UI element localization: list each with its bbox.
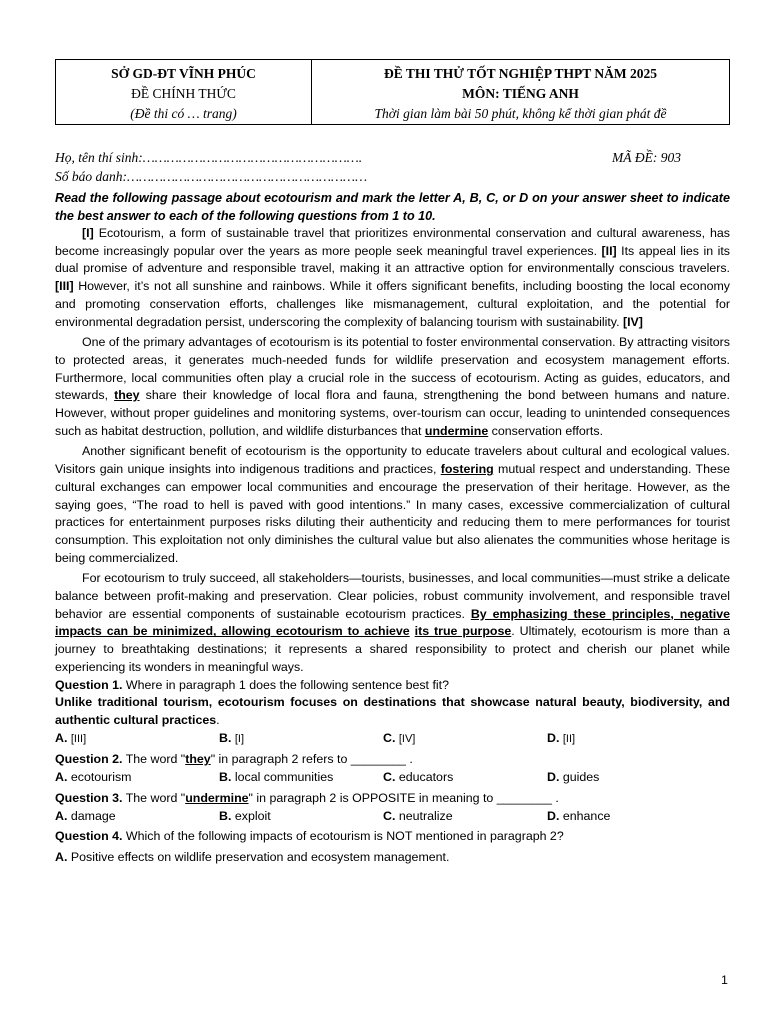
passage-paragraph-1 xyxy=(55,225,730,331)
paragraph-text: . Ultimately, ecotourism is more than a journey to breathtaking destinations; it represents a shared responsibility to protect and cherish our planet while experiencing its wonders in meaningful ways. xyxy=(55,624,730,674)
option-d[interactable] xyxy=(547,769,711,787)
question-2-options xyxy=(55,769,730,787)
paragraph-text: conservation efforts. xyxy=(488,423,604,438)
question-1-sentence xyxy=(55,694,730,729)
official-status: ĐỀ CHÍNH THỨC xyxy=(131,86,236,101)
option-letter: A. xyxy=(55,849,68,864)
option-letter: B. xyxy=(219,770,232,785)
option-text: neutralize xyxy=(398,808,453,823)
position-marker-4: [IV] xyxy=(622,314,643,329)
paragraph-text: Its appeal lies in its dual promise of adventure and responsible travel, making it an attractive option for environmentally conscious travelers. xyxy=(55,243,730,276)
option-d[interactable] xyxy=(547,808,711,826)
option-a[interactable] xyxy=(55,769,219,787)
underlined-sentence: By emphasizing these principles, negative impacts can be minimized, allowing ecotourism to achieve xyxy=(55,606,730,639)
option-letter: D. xyxy=(547,808,560,823)
question-word: they xyxy=(185,752,211,767)
option-text: Positive effects on wildlife preservation and ecosystem management. xyxy=(70,849,450,864)
exam-subject: MÔN: TIẾNG ANH xyxy=(462,86,579,101)
question-4 xyxy=(55,828,730,846)
paragraph-text: One of the primary advantages of ecotourism is its potential to foster environmental conservation. By attracting visitors to protected areas, it generates much-needed funds for wildlife preservation and ecosystem management efforts. Furthermore, local communities often play a crucial role in the success of ecotourism. Acting as guides, educators, and stewards, xyxy=(55,335,730,403)
option-letter: C. xyxy=(383,808,396,823)
option-letter: B. xyxy=(219,730,232,745)
option-text: damage xyxy=(70,808,116,823)
candidate-id-line: Số báo danh:…………………………………………………… xyxy=(55,169,368,184)
question-2 xyxy=(55,751,730,769)
page-number: 1 xyxy=(721,973,728,987)
question-text: The word " xyxy=(122,752,186,767)
header-left-cell xyxy=(56,60,312,124)
department-name: SỞ GD-ĐT VĨNH PHÚC xyxy=(111,66,256,81)
question-1-options xyxy=(55,730,730,749)
question-text: " in paragraph 2 refers to ________ . xyxy=(210,752,413,767)
option-a[interactable] xyxy=(55,730,219,749)
option-letter: D. xyxy=(547,730,560,745)
option-letter: B. xyxy=(219,808,232,823)
paragraph-text: However, it’s not all sunshine and rainbows. While it offers significant benefits, including boosting the local economy and promoting conservation efforts, challenges like mismanagement, cultural exploitation, and the potential for environmental degradation persist, underscoring the complexity of balancing tourism with sustainability. xyxy=(55,279,730,329)
position-marker-1: [I] xyxy=(82,226,94,240)
exam-title: ĐỀ THI THỬ TỐT NGHIỆP THPT NĂM 2025 xyxy=(384,66,657,81)
header-right-cell xyxy=(312,60,729,124)
option-text: enhance xyxy=(562,808,611,823)
option-letter: A. xyxy=(55,730,68,745)
exam-duration: Thời gian làm bài 50 phút, không kể thời gian phát đề xyxy=(374,106,667,121)
option-letter: A. xyxy=(55,770,68,785)
sentence-end: . xyxy=(216,712,220,727)
question-label: Question 4. xyxy=(55,829,123,844)
option-letter: C. xyxy=(383,730,396,745)
option-text: ecotourism xyxy=(70,770,132,785)
insertion-sentence: Unlike traditional tourism, ecotourism focuses on destinations that showcase natural beauty, biodiversity, and authentic cultural practices xyxy=(55,695,730,727)
option-text: [I] xyxy=(234,732,245,745)
passage-paragraph-4 xyxy=(55,570,730,676)
question-text: " in paragraph 2 is OPPOSITE in meaning to ________ . xyxy=(248,790,559,805)
option-text: local communities xyxy=(234,770,334,785)
option-c[interactable] xyxy=(383,769,547,787)
question-text: Where in paragraph 1 does the following sentence best fit? xyxy=(122,677,449,692)
paragraph-text: share their knowledge of local flora and fauna, strengthening the bond between humans and nature. However, without proper guidelines and monitoring systems, over-tourism can occur, leading to unintended consequences such as habitat destruction, pollution, and wildlife disturbances that xyxy=(55,388,730,438)
paragraph-text: For ecotourism to truly succeed, all stakeholders—tourists, businesses, and local communities—must strike a delicate balance between profit-making and preservation. Clear policies, robust community involvement, and responsible travel behavior are essential components of sustainable ecotourism practices. xyxy=(55,571,730,621)
option-text: guides xyxy=(562,770,600,785)
passage-paragraph-2 xyxy=(55,334,730,440)
exam-body xyxy=(55,189,730,867)
exam-code: MÃ ĐỀ: 903 xyxy=(612,150,681,165)
option-b[interactable] xyxy=(219,730,383,749)
underlined-word-fostering: fostering xyxy=(440,462,494,477)
header-table xyxy=(55,59,730,125)
question-text: The word " xyxy=(122,790,186,805)
option-letter: A. xyxy=(55,808,68,823)
option-a[interactable] xyxy=(55,808,219,826)
position-marker-3: [III] xyxy=(55,279,74,294)
option-letter: D. xyxy=(547,770,560,785)
paragraph-text: Another significant benefit of ecotourism is the opportunity to educate travelers about cultural and ecological values. Visitors gain unique insights into indigenous traditions and practices, xyxy=(55,444,730,477)
paragraph-text: Ecotourism, a form of sustainable travel that prioritizes environmental conservation and cultural awareness, has become increasingly popular over the years as more people seek meaningful travel experiences. xyxy=(55,226,730,258)
question-word: undermine xyxy=(185,790,249,805)
option-text: educators xyxy=(398,770,454,785)
option-a[interactable] xyxy=(55,849,730,867)
page-count-note: (Đề thi có … trang) xyxy=(130,106,237,121)
question-3 xyxy=(55,790,730,808)
candidate-name-line: Họ, tên thí sinh:………………………………………………. xyxy=(55,150,363,165)
instruction-text: Read the following passage about ecotourism and mark the letter A, B, C, or D on your answer sheet to indicate the best answer to each of the following questions from 1 to 10. xyxy=(55,191,730,223)
passage-paragraph-3 xyxy=(55,443,730,567)
option-text: [III] xyxy=(70,732,87,745)
underlined-word-undermine: undermine xyxy=(424,423,489,438)
option-c[interactable] xyxy=(383,730,547,749)
option-text: exploit xyxy=(234,808,271,823)
question-1 xyxy=(55,677,730,695)
position-marker-2: [II] xyxy=(601,243,617,258)
paragraph-text: mutual respect and understanding. These cultural exchanges can empower local communities and encourage the preservation of their heritage. However, as the saying goes, “The road to hell is paved with good intentions.” In many cases, excessive commercialization of cultural practices for entertainment purposes risks diluting their authenticity and reducing them to mere performances for tourist consumption. This exploitation not only diminishes the cultural value but also alienates the communities whose heritage is being commercialized. xyxy=(55,462,730,565)
option-text: [II] xyxy=(562,732,576,745)
underlined-phrase-true-purpose: its true purpose xyxy=(414,624,512,639)
option-b[interactable] xyxy=(219,808,383,826)
question-text: Which of the following impacts of ecotourism is NOT mentioned in paragraph 2? xyxy=(122,829,564,844)
option-text: [IV] xyxy=(398,732,416,745)
underlined-word-they: they xyxy=(114,388,140,403)
option-b[interactable] xyxy=(219,769,383,787)
question-label: Question 2. xyxy=(55,752,123,767)
question-label: Question 1. xyxy=(55,677,123,692)
option-c[interactable] xyxy=(383,808,547,826)
option-letter: C. xyxy=(383,770,396,785)
question-3-options xyxy=(55,808,730,826)
question-label: Question 3. xyxy=(55,790,123,805)
option-d[interactable] xyxy=(547,730,711,749)
